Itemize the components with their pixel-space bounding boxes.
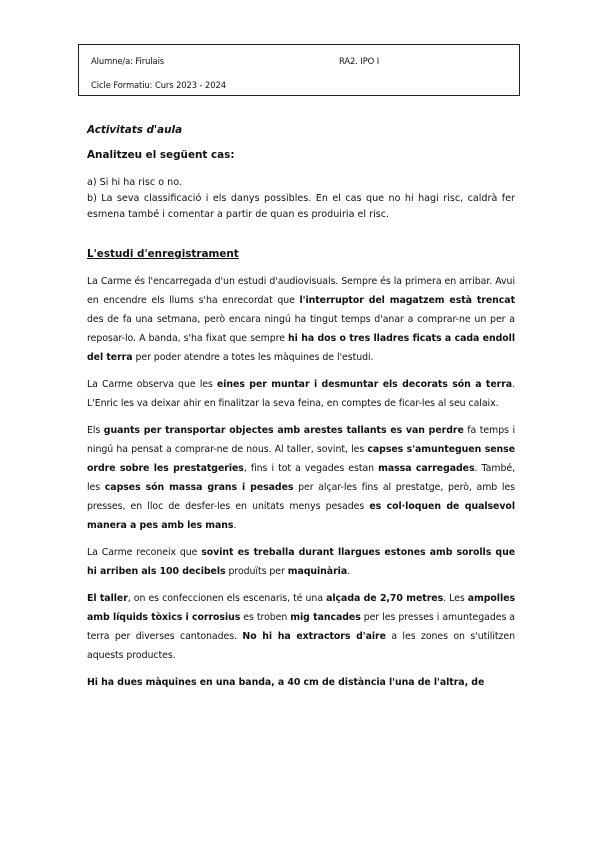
bold-text: eines per muntar i desmuntar els decorats són a terra <box>216 379 513 390</box>
text-run: La Carme observa que les <box>87 379 217 390</box>
case-paragraph <box>87 589 515 665</box>
text-run: . L'Enric les va deixar ahir en finalitzar la seva feina, en comptes de ficar-les al seu calaix. <box>87 379 515 409</box>
text-run: . Les <box>443 593 468 604</box>
bold-text: capses són massa grans i pesades <box>104 482 294 493</box>
text-run: per poder atendre a totes les màquines de l'estudi. <box>132 352 374 363</box>
text-run: fa temps i ningú ha pensat a comprar-ne de nous. Al taller, sovint, les <box>87 425 516 455</box>
bold-text: guants per transportar objectes amb arestes tallants es van perdre <box>103 425 464 436</box>
text-run: La Carme és l'encarregada d'un estudi d'audiovisuals. Sempre és la primera en arribar. Avui en encendre els llums s'ha enrecordat que <box>87 276 515 306</box>
text-run: . També, les <box>87 463 515 493</box>
text-run: produïts per <box>225 566 288 577</box>
task-item-a: a) Si hi ha risc o no. <box>87 177 182 188</box>
text-run: . <box>347 566 351 577</box>
case-paragraph <box>87 543 515 581</box>
case-paragraph <box>87 375 515 413</box>
task-heading: Analitzeu el següent cas: <box>87 149 235 161</box>
text-run: per les presses i amuntegades a terra per diverses cantonades. <box>87 612 516 642</box>
text-run: , fins i tot a vegades estan <box>243 463 379 474</box>
bold-text: capses s'amunteguen sense ordre sobre les prestatgeries <box>87 444 516 474</box>
bold-text: El taller <box>87 593 128 604</box>
header-box <box>78 44 520 96</box>
bold-text: Hi ha dues màquines en una banda, a 40 cm de distància l'una de l'altra, de <box>87 677 485 688</box>
bold-text: maquinària <box>287 566 348 577</box>
bold-text: mig tancades <box>290 612 361 623</box>
text-run: , on es confeccionen els escenaris, té una <box>127 593 327 604</box>
bold-text: sovint es treballa durant llargues estones amb sorolls que hi arriben als 100 decibels <box>87 547 515 577</box>
case-paragraph <box>87 272 515 367</box>
text-run: per alçar-les fins al prestatge, però, amb les presses, en lloc de desfer-les en unitats menys pesades <box>87 482 515 512</box>
text-run: La Carme reconeix que <box>87 547 202 558</box>
module-code: RA2. IPO I <box>339 56 380 66</box>
page-title: Activitats d'aula <box>87 124 183 136</box>
text-run: des de fa una setmana, però encara ningú ha tingut temps d'anar a comprar-ne un per a reposar-lo. A banda, s'ha fixat que sempre <box>87 314 515 344</box>
bold-text: hi ha dos o tres lladres ficats a cada endoll del terra <box>87 333 515 363</box>
student-name: Alumne/a: Firulais <box>91 56 165 66</box>
text-run: . <box>233 520 237 531</box>
case-title: L'estudi d'enregistrament <box>87 248 239 260</box>
bold-text: massa carregades <box>378 463 475 474</box>
case-paragraph <box>87 421 515 535</box>
document-body <box>87 124 515 700</box>
course-cycle: Cicle Formatiu: Curs 2023 - 2024 <box>91 80 226 90</box>
bold-text: ampolles amb líquids tòxics i corrosius <box>87 593 515 623</box>
bold-text: No hi ha extractors d'aire <box>242 631 386 642</box>
text-run: Els <box>87 425 104 436</box>
case-paragraph <box>87 673 515 692</box>
bold-text: alçada de 2,70 metres <box>326 593 444 604</box>
text-run: es troben <box>240 612 291 623</box>
bold-text: es col·loquen de qualsevol manera a pes amb les mans <box>87 501 515 531</box>
task-item-b: b) La seva classificació i els danys possibles. En el cas que no hi hagi risc, caldrà fer esmena també i comentar a partir de quan es produiria el risc. <box>87 193 515 220</box>
bold-text: l'interruptor del magatzem està trencat <box>299 295 515 306</box>
text-run: a les zones on s'utilitzen aquests productes. <box>87 631 516 661</box>
